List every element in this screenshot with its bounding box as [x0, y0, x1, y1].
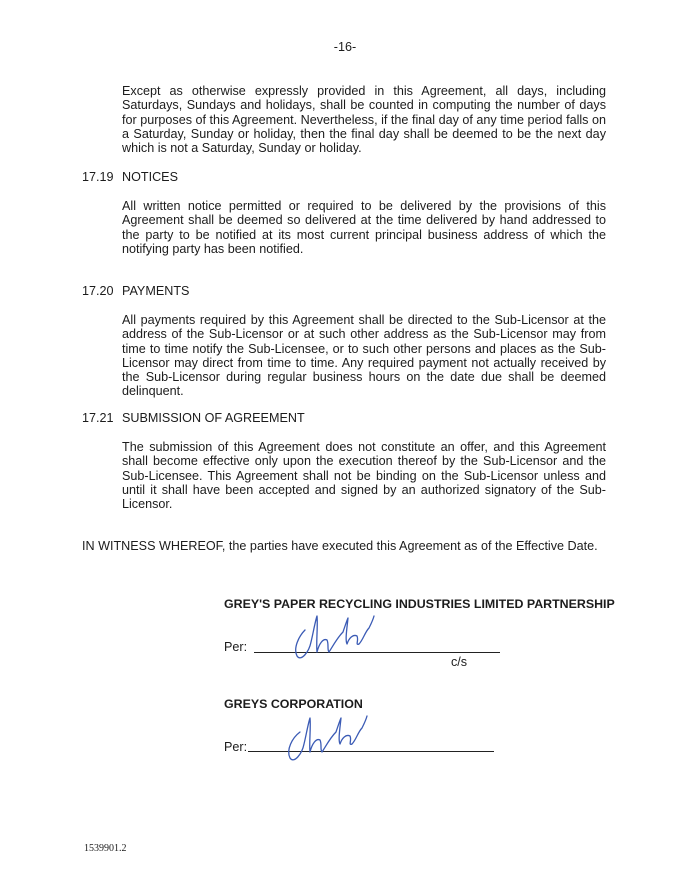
page-number: -16-: [333, 40, 357, 54]
section-title: PAYMENTS: [122, 284, 190, 298]
witness-clause: IN WITNESS WHEREOF, the parties have executed this Agreement as of the Effective Date.: [82, 539, 598, 553]
section-heading-notices: [82, 170, 178, 184]
section-body-payments: All payments required by this Agreement shall be directed to the Sub-Licensor at the address of the Sub-Licensor or at such other address as the Sub-Licensor may from time to time notify the Sub-Licensee, or to such other persons and places as the Sub-Licensor may direct from time to time. Any required payment not actually received by the Sub-Licensor during regular business hours on the date due shall be deemed delinquent.: [122, 313, 606, 399]
party-name-greys-corporation: GREYS CORPORATION: [224, 697, 363, 711]
section-title: SUBMISSION OF AGREEMENT: [122, 411, 305, 425]
section-heading-payments: [82, 284, 189, 298]
section-body-notices: All written notice permitted or required to be delivered by the provisions of this Agreement shall be deemed so delivered at the time delivered by hand addressed to the party to be notified at its most current principal business address of which the notifying party has been notified.: [122, 199, 606, 256]
per-label: Per:: [224, 640, 248, 654]
document-id: 1539901.2: [84, 843, 127, 854]
section-number: 17.20: [82, 284, 114, 298]
section-number: 17.19: [82, 170, 114, 184]
handwritten-signature: [285, 612, 385, 668]
per-label: Per:: [224, 740, 248, 754]
intro-paragraph: Except as otherwise expressly provided in this Agreement, all days, including Saturdays, Sundays and holidays, shall be counted in computing the number of days for purposes of this Agreement. Nevertheless, if the final day of any time period falls on a Saturday, Sunday or holiday, then the final day shall be deemed to be the next day which is not a Saturday, Sunday or holiday.: [122, 84, 606, 156]
party-name-greys-paper: GREY'S PAPER RECYCLING INDUSTRIES LIMITED PARTNERSHIP: [224, 597, 615, 611]
section-number: 17.21: [82, 411, 114, 425]
corporate-seal-note: c/s: [451, 655, 468, 669]
section-body-submission: The submission of this Agreement does not constitute an offer, and this Agreement shall become effective only upon the execution thereof by the Sub-Licensor and the Sub-Licensee. This Agreement shall not be binding on the Sub-Licensor unless and until it shall have been accepted and signed by an authorized signatory of the Sub-Licensor.: [122, 440, 606, 512]
section-title: NOTICES: [122, 170, 178, 184]
handwritten-signature: [278, 710, 378, 766]
section-heading-submission: [82, 411, 305, 425]
